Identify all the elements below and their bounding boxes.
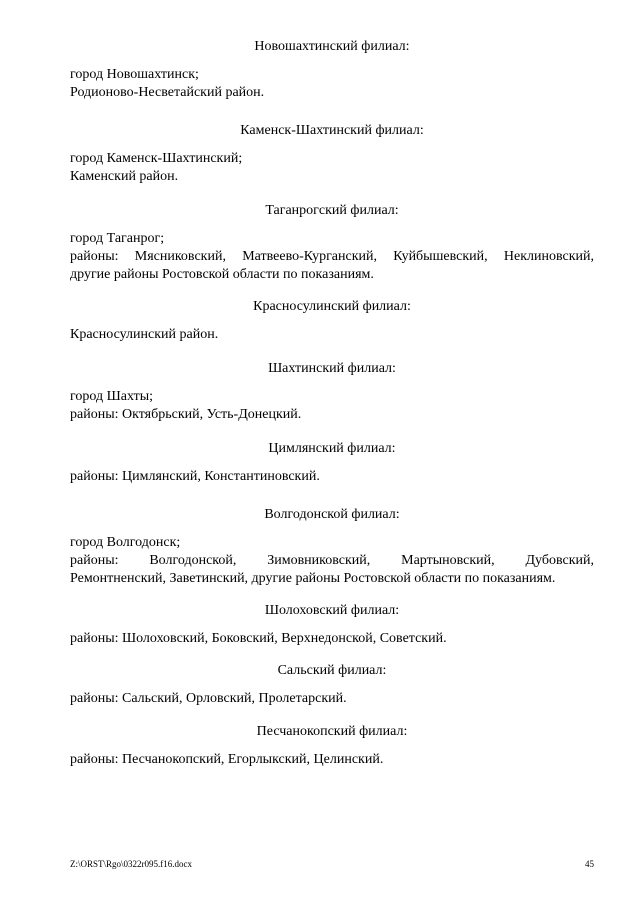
section-line: другие районы Ростовской области по показаниям. — [70, 267, 374, 282]
section-line: районы: Октябрьский, Усть-Донецкий. — [70, 407, 302, 422]
section-heading: Шолоховский филиал: — [264, 603, 400, 618]
section-body — [70, 326, 594, 344]
section-heading: Красносулинский филиал: — [253, 299, 411, 314]
section-peschanokopsky — [70, 722, 594, 769]
section-heading: Сальский филиал: — [277, 663, 387, 678]
section-line: город Шахты; — [70, 389, 154, 404]
footer-page-number: 45 — [585, 859, 594, 869]
section-body — [70, 630, 594, 648]
section-tsimlyansky — [70, 439, 594, 505]
section-body — [70, 150, 594, 186]
section-line: районы: Песчанокопский, Егорлыкский, Целинский. — [70, 752, 384, 767]
section-salsky — [70, 661, 594, 722]
section-line: город Волгодонск; — [70, 535, 181, 550]
section-line: Красносулинский район. — [70, 327, 219, 342]
section-heading: Новошахтинский филиал: — [254, 39, 410, 54]
section-taganrog — [70, 201, 594, 297]
section-body — [70, 468, 594, 486]
section-novoshakhtinsk — [70, 37, 594, 121]
section-line: Каменский район. — [70, 169, 179, 184]
section-line: город Новошахтинск; — [70, 67, 199, 82]
section-sholokhovsky — [70, 601, 594, 661]
section-heading: Цимлянский филиал: — [268, 441, 396, 456]
section-shakhty — [70, 359, 594, 439]
section-line: районы: Мясниковский, Матвеево-Курганский, Куйбышевский, Неклиновский, — [70, 249, 594, 264]
section-line: Родионово-Несветайский район. — [70, 85, 265, 100]
section-heading: Таганрогский филиал: — [265, 203, 399, 218]
section-body — [70, 66, 594, 102]
section-body — [70, 388, 594, 424]
section-body — [70, 534, 594, 588]
section-heading: Волгодонской филиал: — [264, 507, 400, 522]
section-volgodonskoy — [70, 505, 594, 601]
page-footer — [70, 857, 594, 871]
section-body — [70, 230, 594, 284]
section-line: районы: Шолоховский, Боковский, Верхнедонской, Советский. — [70, 631, 447, 646]
section-heading: Шахтинский филиал: — [268, 361, 396, 376]
section-body — [70, 690, 594, 708]
section-kamensk-shakhtinsky — [70, 121, 594, 201]
document-body — [70, 37, 594, 769]
section-line: город Каменск-Шахтинский; — [70, 151, 243, 166]
footer-file-path: Z:\ORST\Rgo\0322r095.f16.docx — [70, 859, 192, 869]
section-body — [70, 751, 594, 769]
section-heading: Каменск-Шахтинский филиал: — [240, 123, 424, 138]
section-line: районы: Сальский, Орловский, Пролетарский. — [70, 691, 347, 706]
section-heading: Песчанокопский филиал: — [256, 724, 408, 739]
section-krasnosulinsky — [70, 297, 594, 359]
section-line: районы: Цимлянский, Константиновский. — [70, 469, 320, 484]
section-line: Ремонтненский, Заветинский, другие районы Ростовской области по показаниям. — [70, 571, 556, 586]
section-line: районы: Волгодонской, Зимовниковский, Мартыновский, Дубовский, — [70, 553, 594, 568]
section-line: город Таганрог; — [70, 231, 165, 246]
